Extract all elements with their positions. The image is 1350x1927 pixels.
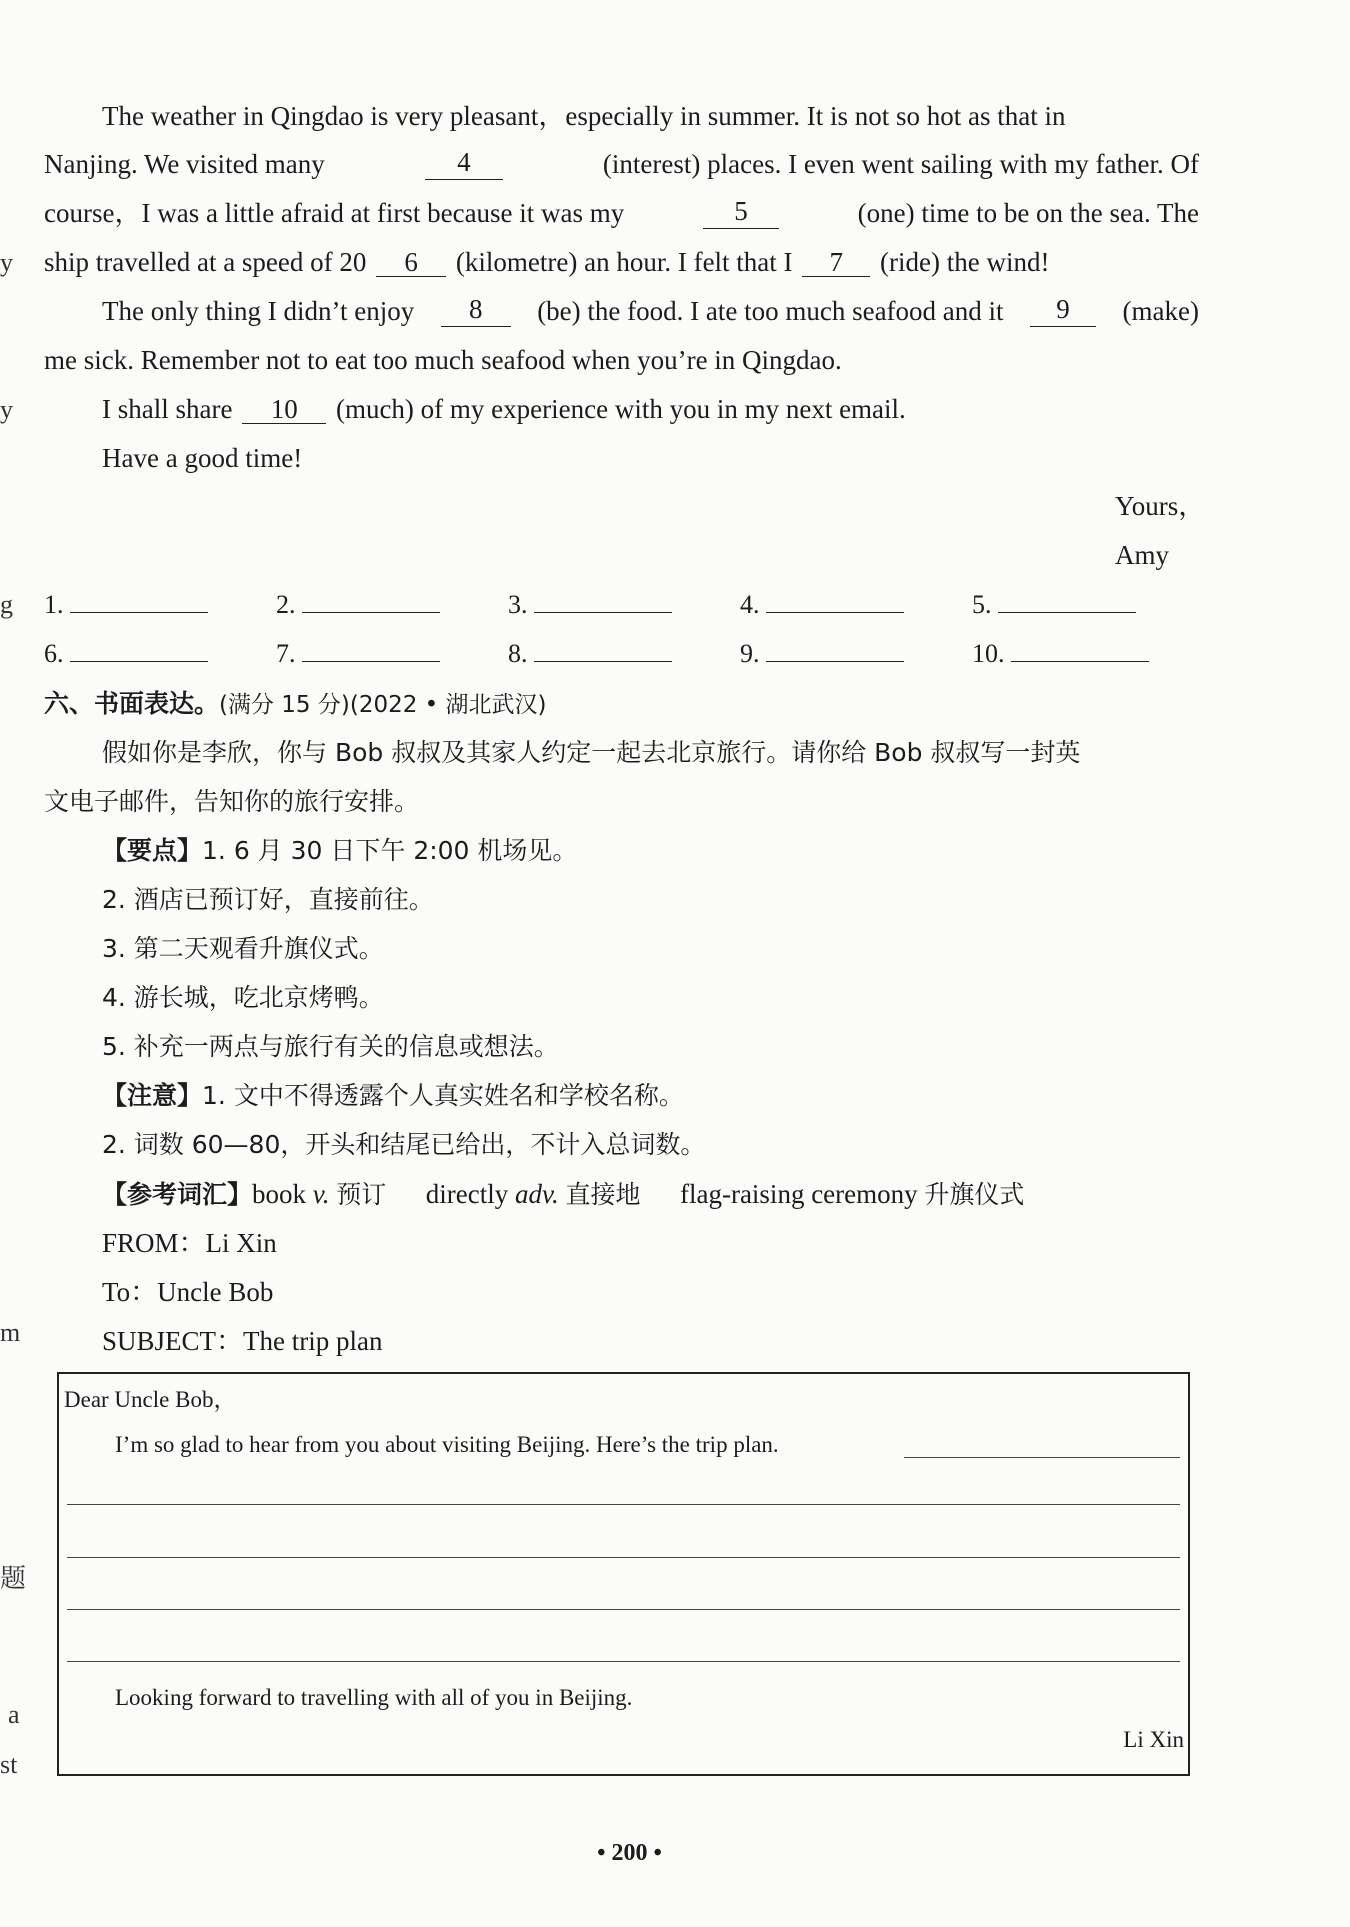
answer-8[interactable] [508, 639, 672, 669]
letter-signature: Amy [1115, 540, 1169, 570]
letter-text: I shall share [102, 394, 233, 424]
letter-line [44, 148, 1199, 180]
answer-label: 3. [508, 590, 528, 619]
letter-closing: Yours， [1115, 491, 1206, 521]
answer-label: 7. [276, 639, 296, 668]
vocab-word: book [252, 1179, 307, 1209]
answer-line[interactable] [302, 590, 440, 613]
answer-label: 4. [740, 590, 760, 619]
answer-label: 1. [44, 590, 64, 619]
writing-line[interactable] [67, 1504, 1180, 1505]
points-item [102, 835, 577, 867]
answer-label: 9. [740, 639, 760, 668]
margin-fragment: g [0, 590, 13, 619]
vocab-pos: adv. [514, 1179, 559, 1209]
page-number: • 200 • [597, 1840, 662, 1866]
section-heading [44, 688, 547, 721]
box-opening: I’m so glad to hear from you about visiting Beijing. Here’s the trip plan. [115, 1432, 779, 1457]
answer-4[interactable] [740, 590, 904, 620]
answer-9[interactable] [740, 639, 904, 669]
notes-item [102, 1080, 684, 1112]
points-item: 2. 酒店已预订好，直接前往。 [102, 885, 434, 914]
blank-4[interactable]: 4 [425, 148, 503, 180]
vocab-meaning: 预订 [336, 1180, 387, 1209]
letter-line: The weather in Qingdao is very pleasant，especially in summer. It is not so hot as that in [102, 101, 1066, 131]
section-meta: (满分 15 分)(2022 • 湖北武汉) [219, 692, 547, 718]
letter-text: (kilometre) an hour. I felt that I [455, 247, 793, 277]
points-label: 【要点】 [102, 836, 203, 865]
points-item: 5. 补充一两点与旅行有关的信息或想法。 [102, 1032, 559, 1061]
answer-3[interactable] [508, 590, 672, 620]
blank-9[interactable]: 9 [1030, 295, 1096, 327]
letter-text: The only thing I didn’t enjoy [102, 296, 415, 326]
answer-line[interactable] [998, 590, 1136, 613]
margin-fragment: y [0, 248, 13, 277]
answer-label: 5. [972, 590, 992, 619]
margin-fragment: st [0, 1750, 18, 1779]
answer-line[interactable] [534, 590, 672, 613]
vocab-pos: v. [312, 1179, 330, 1209]
answer-line[interactable] [766, 590, 904, 613]
vocab-meaning: 直接地 [565, 1180, 641, 1209]
answer-line[interactable] [70, 590, 208, 613]
margin-fragment: 题 [0, 1564, 27, 1593]
letter-text: course，I was a little afraid at first because it was my [44, 198, 625, 228]
task-intro: 文电子邮件，告知你的旅行安排。 [44, 787, 420, 816]
vocab-word: directly [425, 1179, 509, 1209]
writing-box[interactable] [57, 1372, 1190, 1776]
box-ending: Looking forward to travelling with all of you in Beijing. [115, 1685, 633, 1710]
blank-6[interactable]: 6 [376, 248, 446, 277]
writing-line[interactable] [67, 1609, 1180, 1610]
email-to: To：Uncle Bob [102, 1277, 274, 1307]
answer-10[interactable] [972, 639, 1149, 669]
letter-line [102, 393, 906, 425]
answer-label: 2. [276, 590, 296, 619]
email-from: FROM：Li Xin [102, 1228, 277, 1258]
answer-line[interactable] [766, 639, 904, 662]
letter-text: Nanjing. We visited many [44, 149, 325, 179]
letter-line [102, 295, 1199, 327]
letter-text: (make) [1122, 296, 1199, 326]
vocab-label: 【参考词汇】 [102, 1180, 253, 1209]
notes-label: 【注意】 [102, 1081, 203, 1110]
box-signature: Li Xin [1123, 1727, 1184, 1752]
blank-5[interactable]: 5 [703, 197, 779, 229]
answer-2[interactable] [276, 590, 440, 620]
blank-8[interactable]: 8 [441, 295, 511, 327]
answer-7[interactable] [276, 639, 440, 669]
point-text: 1. 6 月 30 日下午 2:00 机场见。 [202, 836, 578, 865]
letter-line [44, 197, 1199, 229]
letter-text: (one) time to be on the sea. The [857, 198, 1199, 228]
letter-line: me sick. Remember not to eat too much seafood when you’re in Qingdao. [44, 345, 842, 375]
answer-label: 6. [44, 639, 64, 668]
answer-1[interactable] [44, 590, 208, 620]
answer-6[interactable] [44, 639, 208, 669]
answer-line[interactable] [534, 639, 672, 662]
answer-line[interactable] [302, 639, 440, 662]
points-item: 3. 第二天观看升旗仪式。 [102, 934, 384, 963]
writing-line[interactable] [67, 1661, 1180, 1662]
letter-text: ship travelled at a speed of 20 [44, 247, 367, 277]
points-item: 4. 游长城，吃北京烤鸭。 [102, 983, 384, 1012]
answer-5[interactable] [972, 590, 1136, 620]
notes-item: 2. 词数 60—80，开头和结尾已给出，不计入总词数。 [102, 1130, 706, 1159]
blank-10[interactable]: 10 [242, 395, 326, 424]
letter-line [44, 246, 1049, 278]
box-greeting: Dear Uncle Bob， [64, 1387, 237, 1412]
note-text: 1. 文中不得透露个人真实姓名和学校名称。 [202, 1081, 684, 1110]
margin-fragment: y [0, 395, 13, 424]
margin-fragment: a [8, 1700, 20, 1729]
answer-label: 10. [972, 639, 1005, 668]
vocab-meaning: 升旗仪式 [924, 1180, 1025, 1209]
writing-line[interactable] [904, 1457, 1180, 1458]
task-intro: 假如你是李欣，你与 Bob 叔叔及其家人约定一起去北京旅行。请你给 Bob 叔叔写一封英 [102, 738, 1081, 767]
letter-text: (be) the food. I ate too much seafood and it [537, 296, 1004, 326]
email-subject: SUBJECT：The trip plan [102, 1326, 383, 1356]
answer-line[interactable] [1011, 639, 1149, 662]
writing-line[interactable] [67, 1557, 1180, 1558]
letter-text: (interest) places. I even went sailing with my father. Of [602, 149, 1199, 179]
letter-line: Have a good time! [102, 443, 303, 473]
answer-line[interactable] [70, 639, 208, 662]
section-title: 六、书面表达。 [44, 689, 220, 718]
blank-7[interactable]: 7 [802, 248, 870, 277]
margin-fragment: m [0, 1318, 21, 1347]
letter-text: (much) of my experience with you in my next email. [335, 394, 906, 424]
letter-text: (ride) the wind! [880, 247, 1050, 277]
vocab-word: flag-raising ceremony [679, 1179, 918, 1209]
vocab-line [102, 1178, 1024, 1211]
answer-label: 8. [508, 639, 528, 668]
